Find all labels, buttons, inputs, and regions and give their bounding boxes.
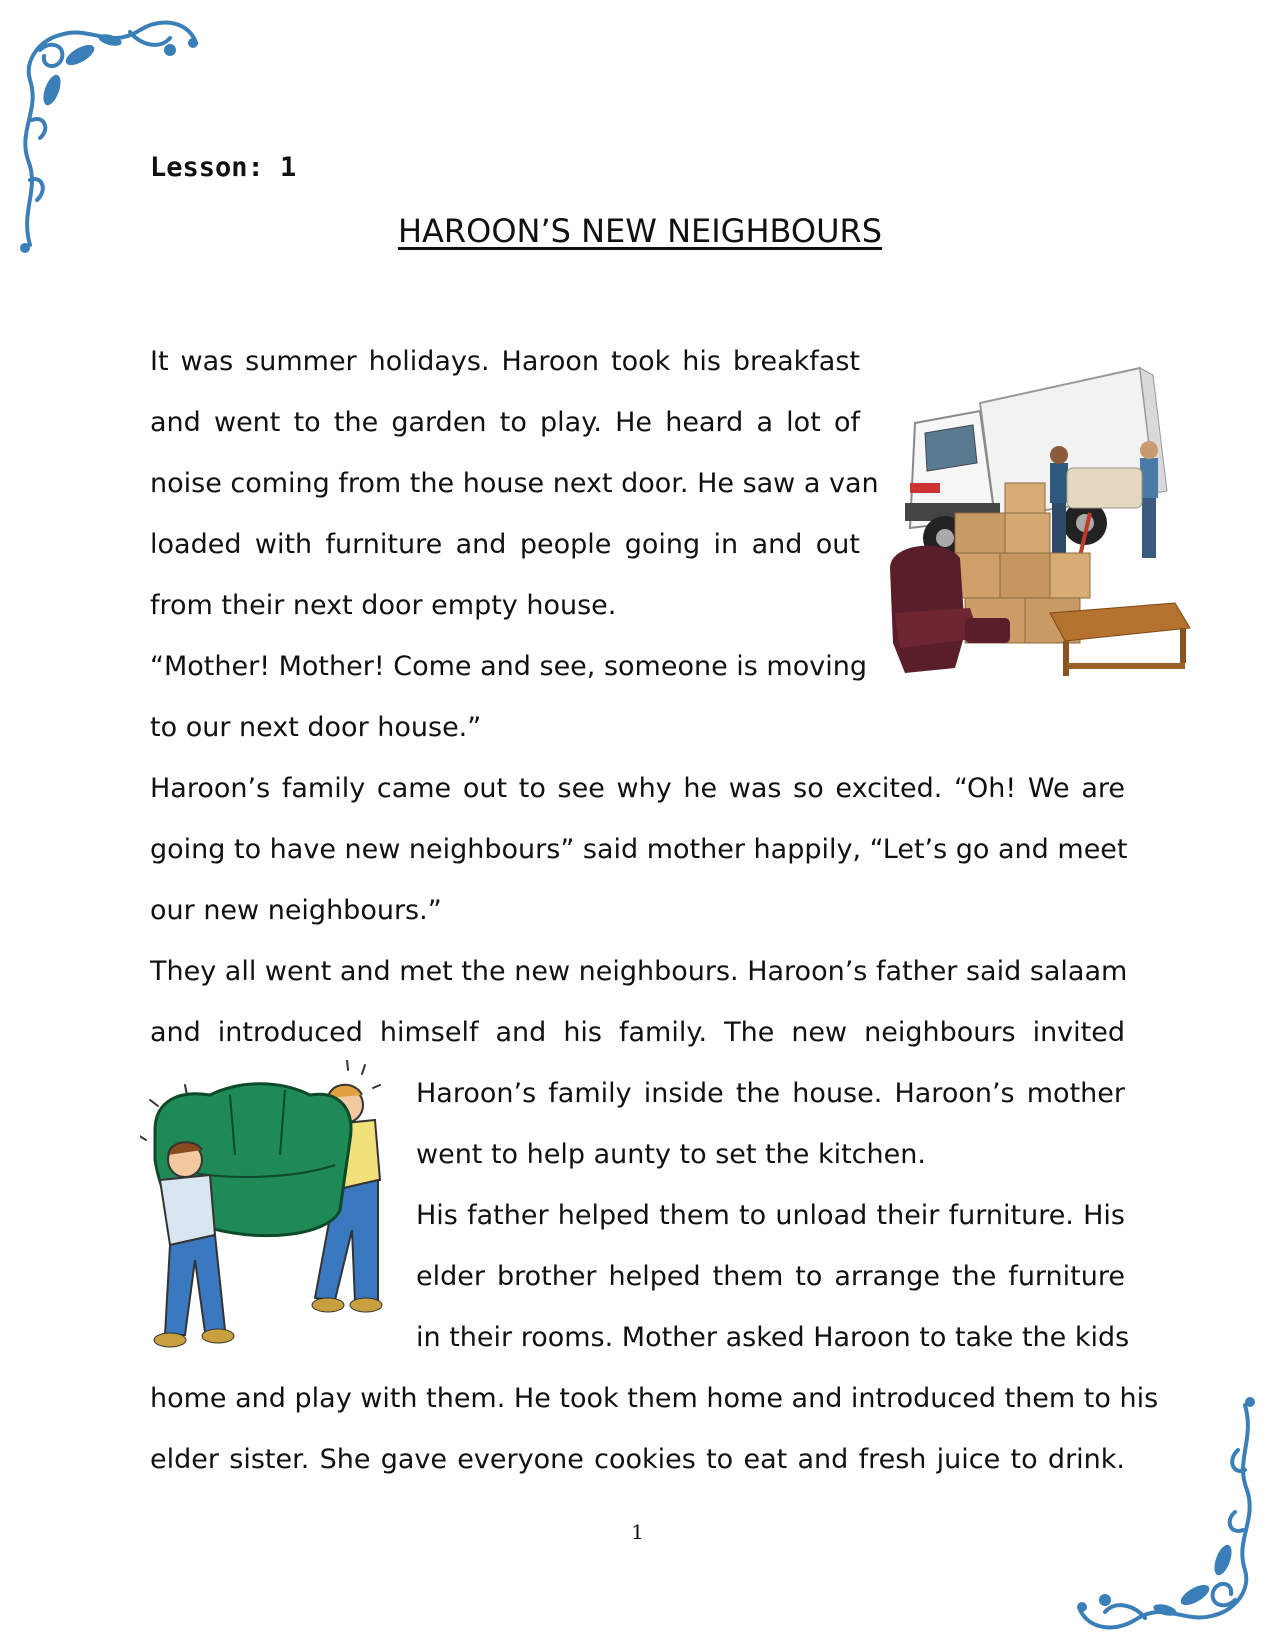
story-line: and went to the garden to play. He heard a lot of <box>150 407 860 438</box>
story-line: and introduced himself and his family. The new neighbours invited <box>150 1017 1125 1048</box>
lesson-label: Lesson: 1 <box>150 152 297 183</box>
story-line: in their rooms. Mother asked Haroon to take the kids <box>416 1322 1130 1353</box>
story-line: loaded with furniture and people going in and out <box>150 529 860 560</box>
story-line: our new neighbours.” <box>150 895 442 926</box>
story-line: to our next door house.” <box>150 712 482 743</box>
moving-truck-illustration <box>885 363 1205 693</box>
story-line: His father helped them to unload their furniture. His <box>416 1200 1125 1231</box>
sofa-carrying-illustration <box>140 1060 410 1360</box>
story-line: Haroon’s family inside the house. Haroon’s mother <box>416 1078 1125 1109</box>
story-line: They all went and met the new neighbours. Haroon’s father said salaam <box>150 956 1128 987</box>
story-line: Haroon’s family came out to see why he was so excited. “Oh! We are <box>150 773 1125 804</box>
story-line: “Mother! Mother! Come and see, someone is moving <box>150 651 867 682</box>
story-line: from their next door empty house. <box>150 590 617 621</box>
story-line: elder brother helped them to arrange the furniture <box>416 1261 1125 1292</box>
story-line: went to help aunty to set the kitchen. <box>416 1139 926 1170</box>
page-title: HAROON’S NEW NEIGHBOURS <box>397 212 883 250</box>
story-line: It was summer holidays. Haroon took his breakfast <box>150 346 860 377</box>
story-line: noise coming from the house next door. He saw a van <box>150 468 879 499</box>
story-line: home and play with them. He took them home and introduced them to his <box>150 1383 1159 1414</box>
story-line: elder sister. She gave everyone cookies to eat and fresh juice to drink. <box>150 1444 1125 1475</box>
page-number: 1 <box>631 1520 644 1544</box>
story-line: going to have new neighbours” said mother happily, “Let’s go and meet <box>150 834 1128 865</box>
